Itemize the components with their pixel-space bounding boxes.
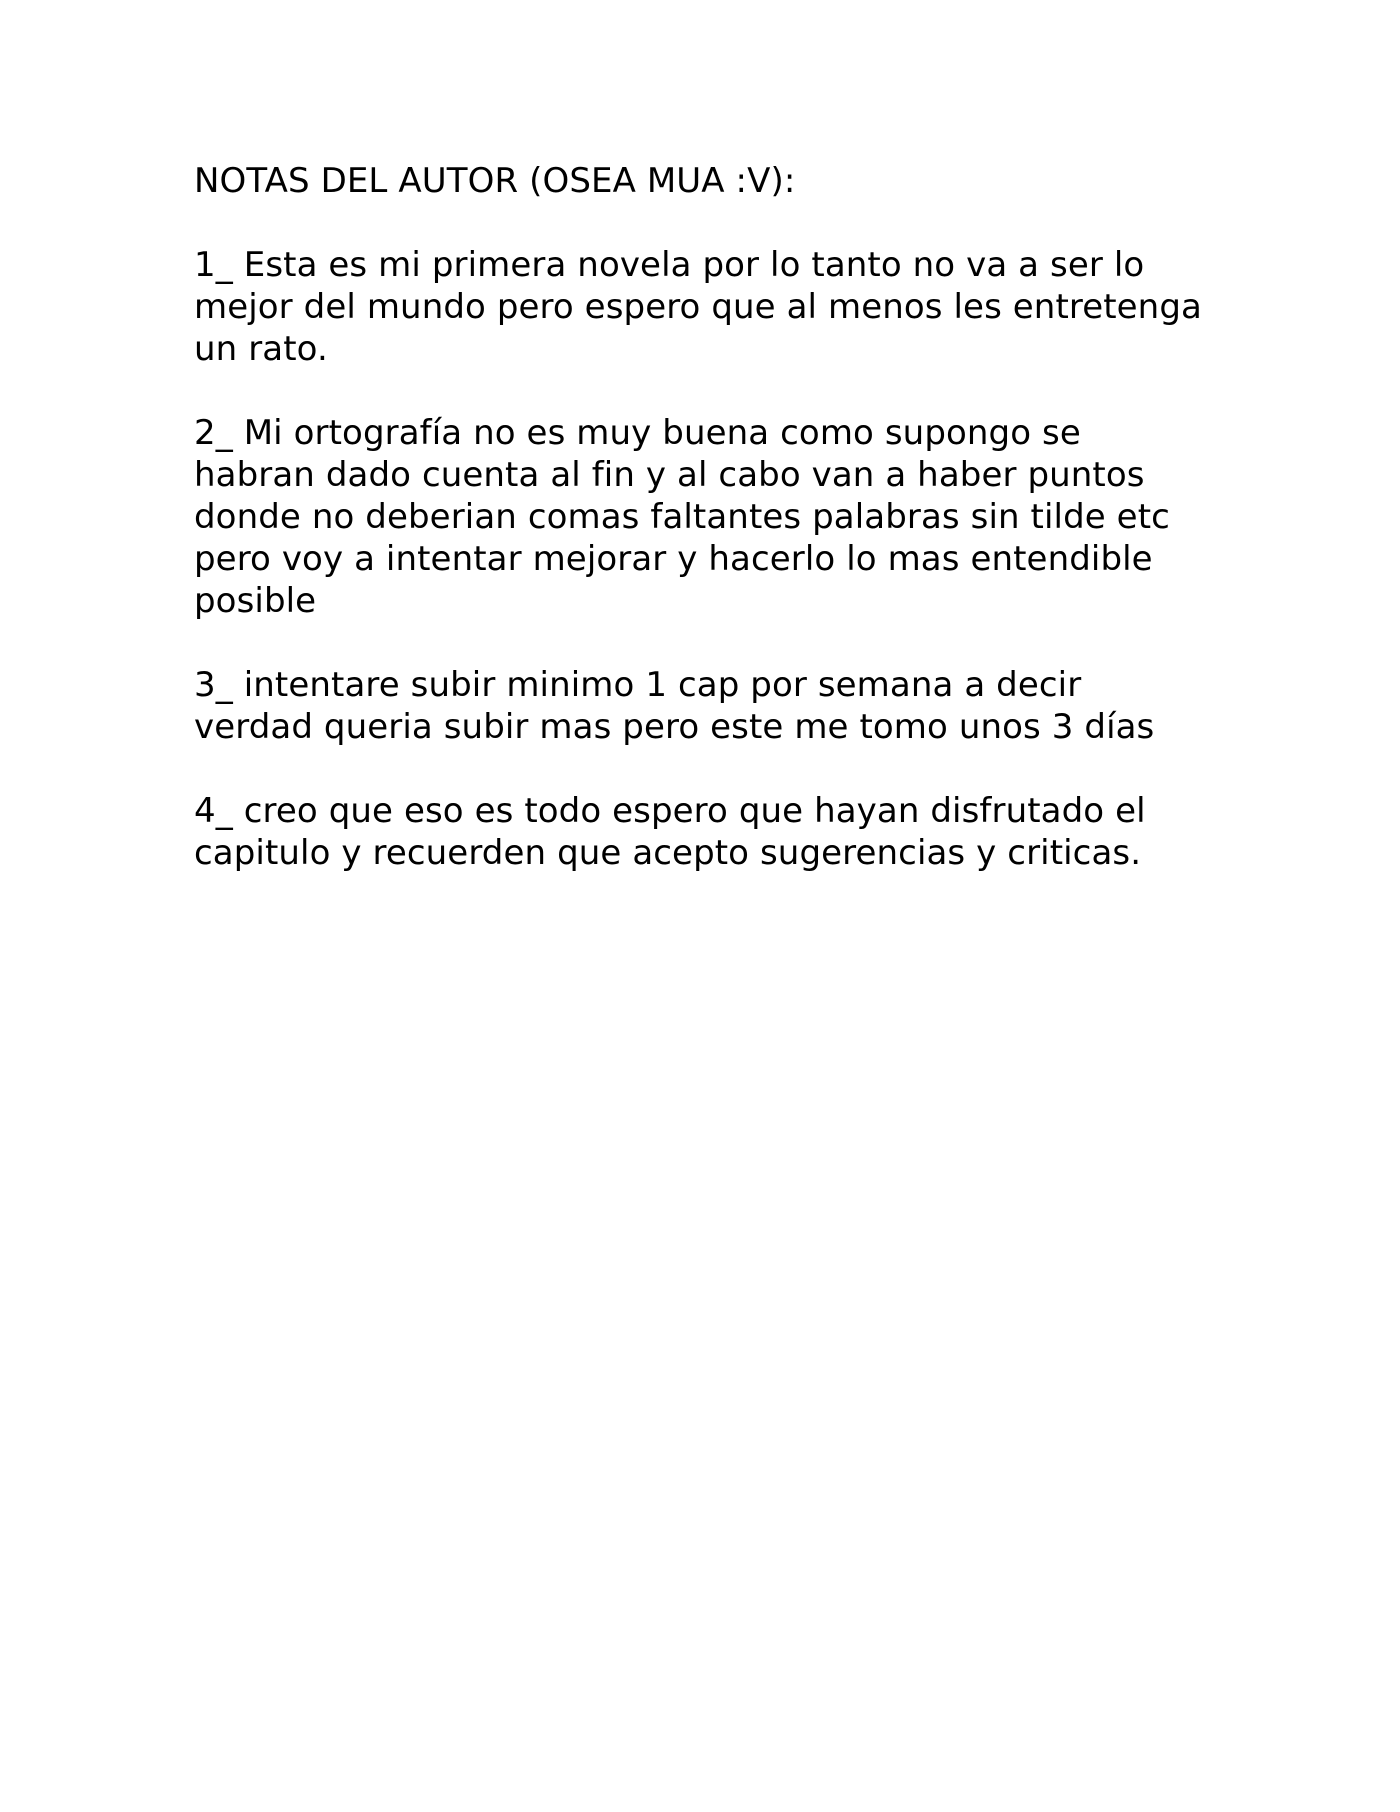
document-body — [194, 160, 1204, 916]
note-4: 4_ creo que eso es todo espero que hayan disfrutado el capitulo y recuerden que acepto sugerencias y criticas. — [194, 791, 1146, 873]
note-3: 3_ intentare subir minimo 1 cap por semana a decir verdad queria subir mas pero este me tomo unos 3 días — [194, 665, 1155, 747]
note-2: 2_ Mi ortografía no es muy buena como supongo se habran dado cuenta al fin y al cabo van a haber puntos donde no deberian comas faltantes palabras sin tilde etc pero voy a intentar mejorar y hacerlo lo mas entendible posible — [194, 413, 1170, 621]
page-title: NOTAS DEL AUTOR (OSEA MUA :V): — [194, 161, 796, 201]
note-1: 1_ Esta es mi primera novela por lo tanto no va a ser lo mejor del mundo pero espero que al menos les entretenga un rato. — [194, 245, 1202, 369]
